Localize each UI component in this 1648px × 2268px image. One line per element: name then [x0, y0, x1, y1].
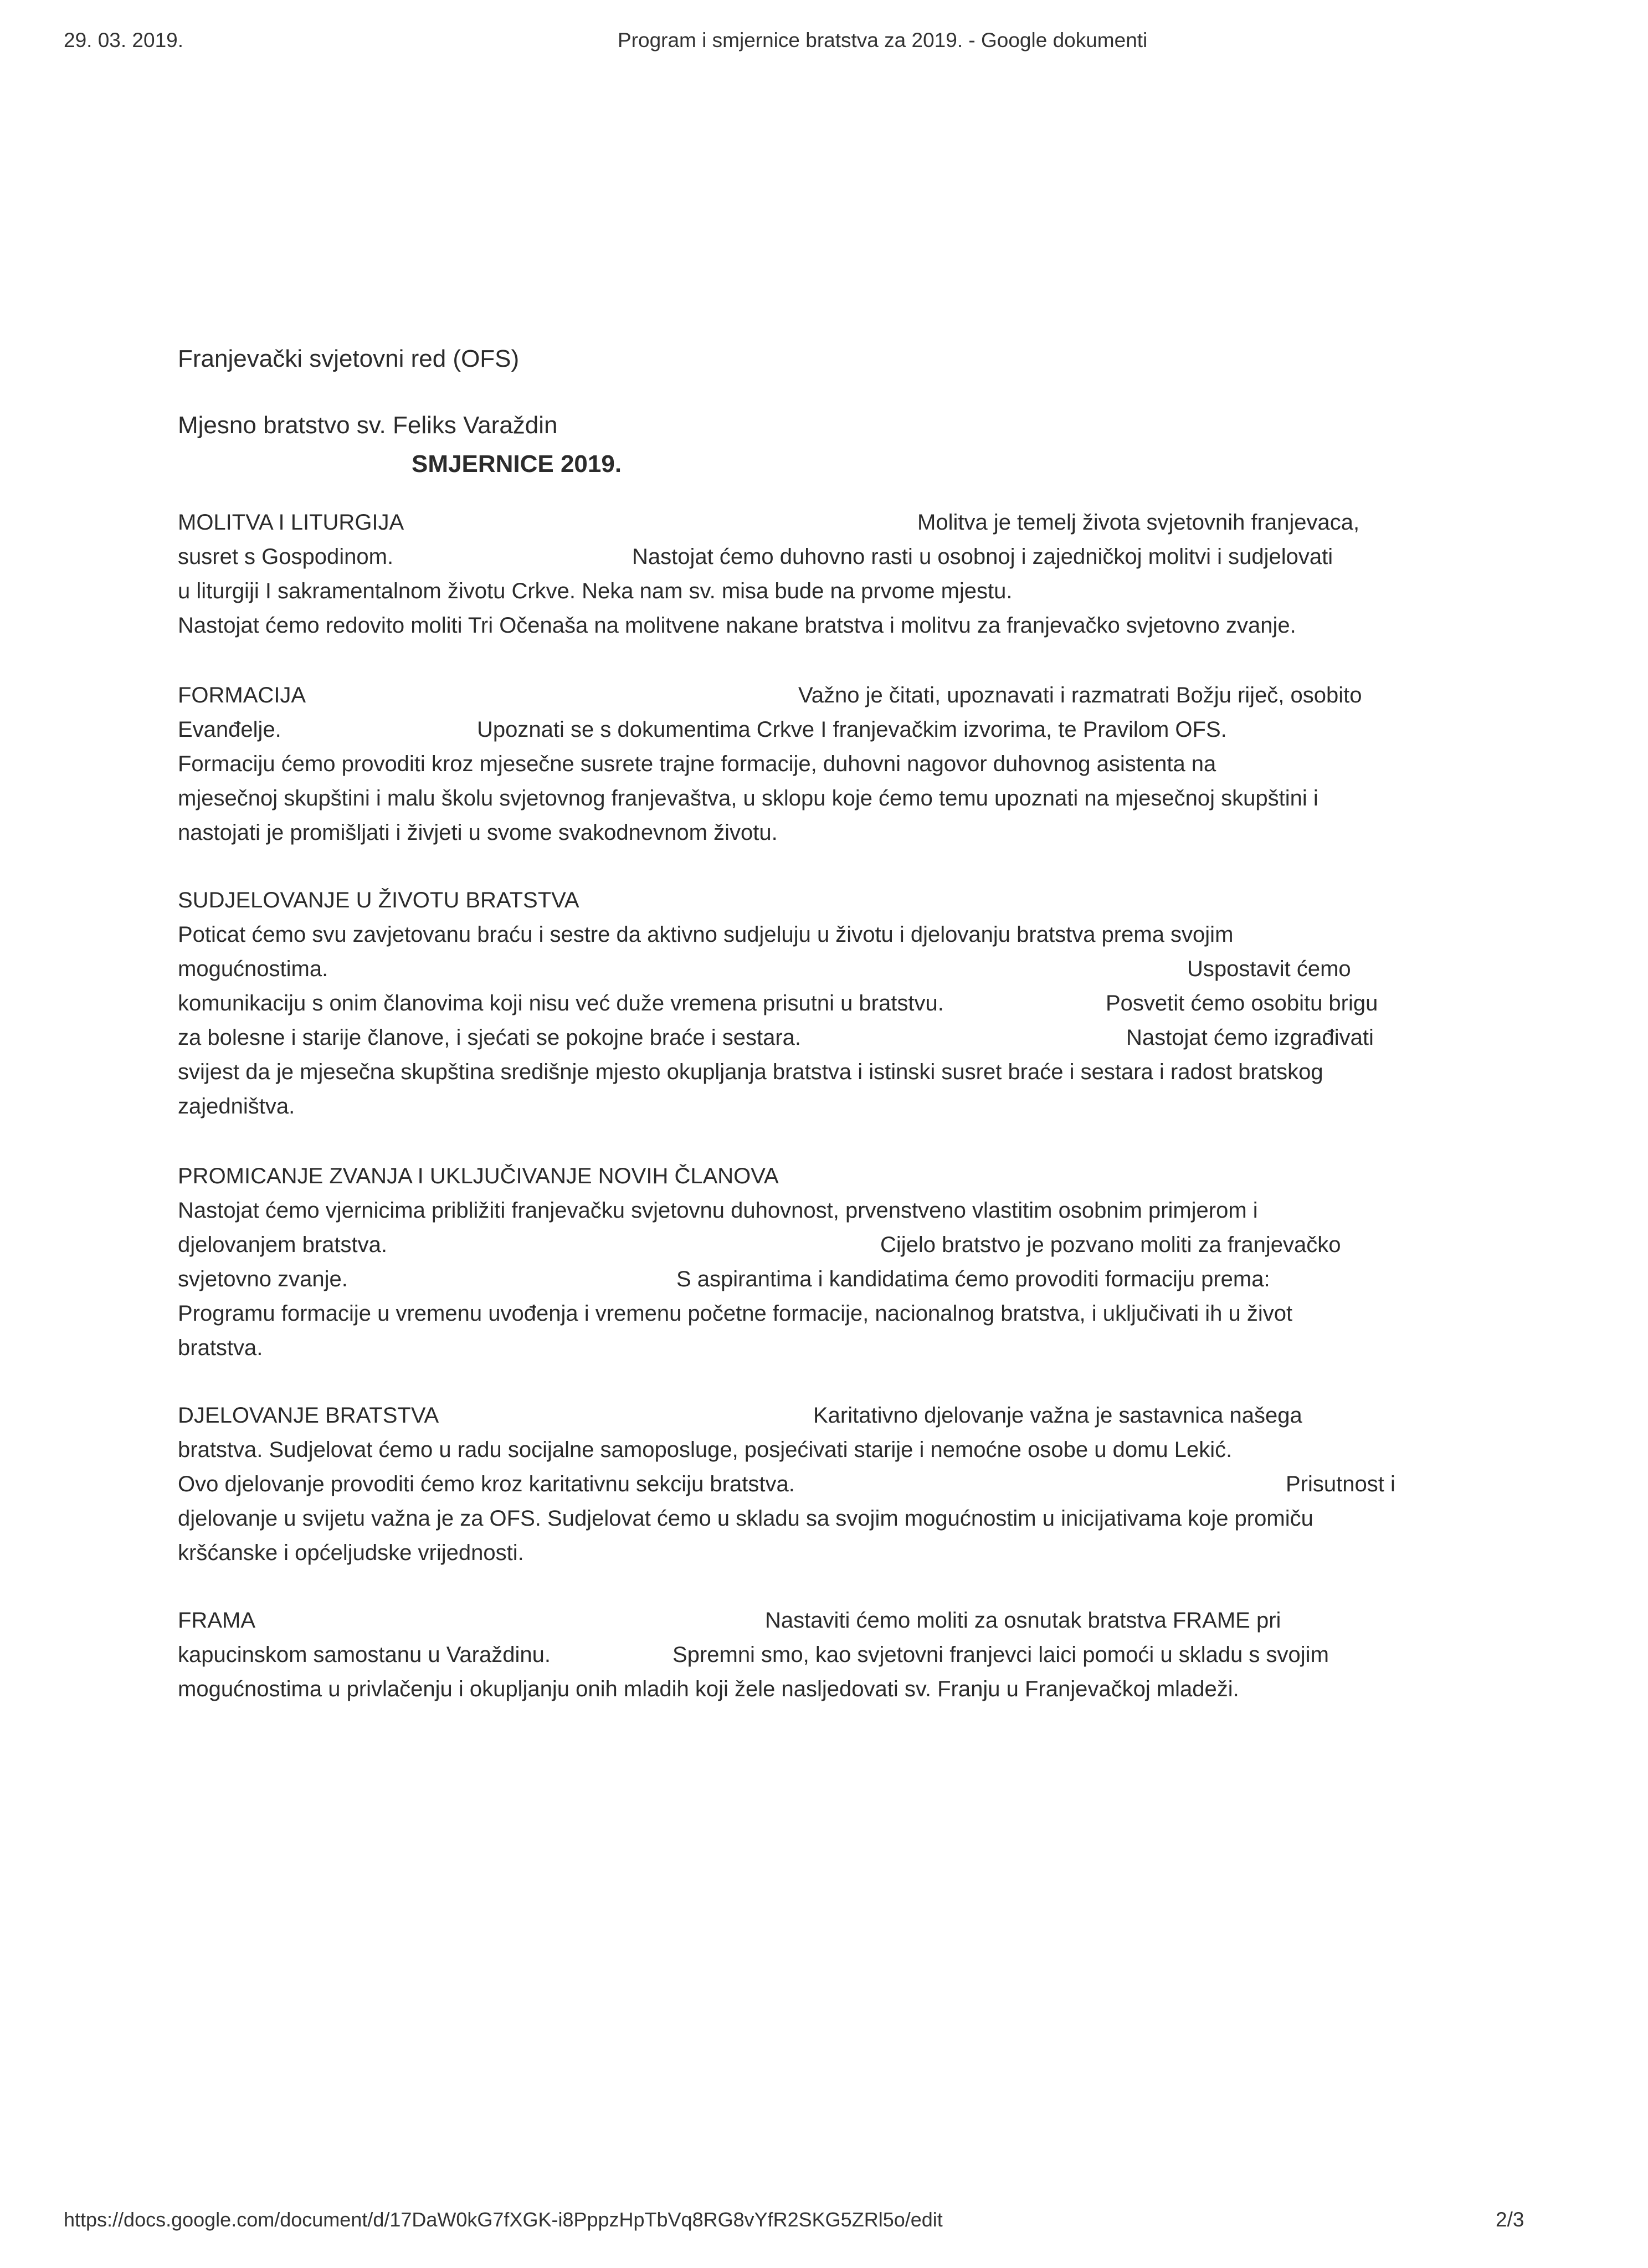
section-text: Molitva je temelj života svjetovnih franjevaca, — [917, 510, 1360, 535]
local-fraternity: Mjesno bratstvo sv. Feliks Varaždin — [178, 412, 558, 439]
section-text: zajedništva. — [178, 1094, 295, 1118]
section-heading: PROMICANJE ZVANJA I UKLJUČIVANJE NOVIH ČLANOVA — [178, 1164, 779, 1188]
section-text: mogućnostima. — [178, 957, 328, 981]
section-text: Posvetit ćemo osobitu brigu — [1106, 991, 1378, 1015]
section-text: Nastojat ćemo izgrađivati — [1126, 1025, 1374, 1050]
page-number: 2/3 — [1496, 2208, 1524, 2231]
section-text: komunikaciju s onim članovima koji nisu već duže vremena prisutni u bratstvu. — [178, 991, 944, 1015]
section-text: Važno je čitati, upoznavati i razmatrati Božju riječ, osobito — [798, 683, 1362, 707]
section-text: Spremni smo, kao svjetovni franjevci laici pomoći u skladu s svojim — [672, 1643, 1329, 1667]
section-text: Nastojat ćemo duhovno rasti u osobnoj i zajedničkoj molitvi i sudjelovati — [632, 545, 1333, 569]
section-heading: FORMACIJA — [178, 683, 306, 707]
section-text: Evanđelje. — [178, 717, 281, 742]
section-text: za bolesne i starije članove, i sjećati se pokojne braće i sestara. — [178, 1025, 802, 1050]
print-date: 29. 03. 2019. — [64, 29, 184, 52]
section-text: nastojati je promišljati i živjeti u svome svakodnevnom životu. — [178, 820, 778, 845]
section-text: Poticat ćemo svu zavjetovanu braću i sestre da aktivno sudjeluju u životu i djelovanju bratstva prema svojim — [178, 922, 1234, 947]
section-text: Cijelo bratstvo je pozvano moliti za franjevačko — [880, 1233, 1341, 1257]
section-text: Ovo djelovanje provoditi ćemo kroz karitativnu sekciju bratstva. — [178, 1472, 795, 1496]
print-title: Program i smjernice bratstva za 2019. - Google dokumenti — [618, 29, 1148, 52]
section-text: Formaciju ćemo provoditi kroz mjesečne susrete trajne formacije, duhovni nagovor duhovnog asistenta na — [178, 752, 1216, 776]
section-text: bratstva. Sudjelovat ćemo u radu socijalne samoposluge, posjećivati starije i nemoćne osobe u domu Lekić. — [178, 1438, 1233, 1462]
section-text: mogućnostima u privlačenju i okupljanju onih mladih koji žele nasljedovati sv. Franju u Franjevačkoj mladeži. — [178, 1677, 1239, 1701]
section-text: Uspostavit ćemo — [1187, 957, 1351, 981]
section-text: djelovanjem bratstva. — [178, 1233, 387, 1257]
section-text: kršćanske i općeljudske vrijednosti. — [178, 1541, 524, 1565]
section-heading: SUDJELOVANJE U ŽIVOTU BRATSTVA — [178, 888, 579, 912]
document-url: https://docs.google.com/document/d/17DaW0kG7fXGK-i8PppzHpTbVq8RG8vYfR2SKG5ZRl5o/edit — [64, 2208, 943, 2231]
section-text: djelovanje u svijetu važna je za OFS. Sudjelovat ćemo u skladu sa svojim mogućnostim u inicijativama koje promiču — [178, 1506, 1313, 1531]
section-text: Nastojat ćemo redovito moliti Tri Očenaša na molitvene nakane bratstva i molitvu za franjevačko svjetovno zvanje. — [178, 613, 1296, 638]
section-text: bratstva. — [178, 1336, 263, 1360]
section-text: svjetovno zvanje. — [178, 1267, 348, 1291]
org-name: Franjevački svjetovni red (OFS) — [178, 345, 520, 372]
section-text: Prisutnost i — [1286, 1472, 1395, 1496]
section-heading: MOLITVA I LITURGIJA — [178, 510, 404, 535]
section-text: u liturgiji I sakramentalnom životu Crkve. Neka nam sv. misa bude na prvome mjestu. — [178, 579, 1013, 603]
section-text: Upoznati se s dokumentima Crkve I franjevačkim izvorima, te Pravilom OFS. — [477, 717, 1227, 742]
section-text: susret s Gospodinom. — [178, 545, 394, 569]
section-text: S aspirantima i kandidatima ćemo provoditi formaciju prema: — [676, 1267, 1270, 1291]
section-text: kapucinskom samostanu u Varaždinu. — [178, 1643, 551, 1667]
section-text: mjesečnoj skupštini i malu školu svjetovnog franjevaštva, u sklopu koje ćemo temu upoznati na mjesečnoj skupštini i — [178, 786, 1318, 810]
section-text: Programu formacije u vremenu uvođenja i vremenu početne formacije, nacionalnog bratstva, i uključivati ih u život — [178, 1301, 1293, 1326]
section-text: Nastojat ćemo vjernicima približiti franjevačku svjetovnu duhovnost, prvenstveno vlastitim osobnim primjerom i — [178, 1198, 1258, 1223]
section-heading: FRAMA — [178, 1608, 255, 1633]
section-text: svijest da je mjesečna skupština središnje mjesto okupljanja bratstva i istinski susret braće i sestara i radost bratskog — [178, 1060, 1323, 1084]
section-heading: DJELOVANJE BRATSTVA — [178, 1403, 439, 1428]
document-heading: SMJERNICE 2019. — [412, 450, 622, 478]
section-text: Nastaviti ćemo moliti za osnutak bratstva FRAME pri — [765, 1608, 1281, 1633]
section-text: Karitativno djelovanje važna je sastavnica našega — [813, 1403, 1302, 1428]
